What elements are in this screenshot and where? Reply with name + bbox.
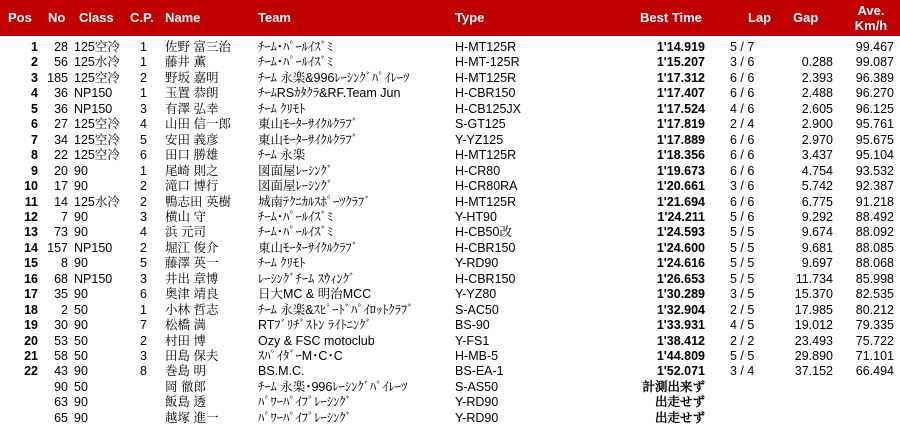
gap-cell: 2.488 [801,86,833,101]
type-cell: Y-RD90 [455,410,499,425]
no-cell: 35 [54,287,68,302]
name-cell: 横山 守 [165,209,206,224]
name-cell: 鴨志田 英樹 [165,194,231,209]
best-time-cell: 1'24.593 [656,225,705,240]
name-cell: 山田 信一郎 [165,117,231,132]
gap-cell: 37.152 [794,364,833,379]
ave-speed-cell: 75.722 [855,333,894,348]
cp-cell: 2 [140,194,147,209]
gap-cell: 9.697 [801,256,833,271]
lap-cell: 4 / 5 [730,318,755,333]
pos-cell: 13 [24,225,38,240]
class-cell: 125空冷 [74,40,120,54]
table-row [0,394,900,410]
no-cell: 36 [54,101,68,116]
pos-cell: 16 [24,271,38,286]
cp-cell: 2 [140,70,147,85]
class-cell: 50 [74,302,88,317]
best-time-cell: 1'18.356 [656,148,705,163]
gap-cell: 9.681 [801,240,833,255]
class-cell: 125水冷 [74,194,120,209]
team-cell: ﾊﾟﾜｰﾊﾟｲﾌﾟﾚｰｼﾝｸﾞ [258,410,352,425]
best-time-cell: 出走せず [654,410,705,425]
type-cell: H-MT125R [455,194,517,209]
type-cell: BS-90 [455,318,490,333]
table-row [0,333,900,349]
no-cell: 17 [54,179,68,194]
gap-cell: 17.985 [794,302,833,317]
gap-cell: 9.292 [801,209,833,224]
class-cell: 90 [74,364,88,379]
pos-cell: 19 [24,318,38,333]
class-cell: 90 [74,163,88,178]
gap-cell: 19.012 [794,318,833,333]
ave-speed-cell: 88.085 [855,240,894,255]
best-time-cell: 1'30.289 [656,287,705,302]
pos-cell: 5 [31,101,38,116]
cp-cell: 3 [140,349,147,363]
team-cell: ﾁｰﾑ 永楽･996ﾚｰｼﾝｸﾞﾊﾟｲﾚｰﾂ [258,379,408,394]
name-cell: 岡 徹郎 [165,379,206,394]
name-cell: 浜 元司 [165,225,206,240]
header-ave-line1: Ave. [857,3,885,18]
team-cell: ﾁｰﾑ･ﾊﾟｰﾙｲｽﾞﾐ [258,209,334,224]
class-cell: 90 [74,209,88,224]
pos-cell: 18 [24,302,38,317]
type-cell: Y-HT90 [455,209,497,224]
table-row [0,379,900,395]
best-time-cell: 1'17.407 [656,86,705,101]
cp-cell: 7 [140,318,147,333]
team-cell: ﾁｰﾑ 永楽&ｽﾋﾟｰﾄﾞﾊﾟｲﾛｯﾄｸﾗﾌﾞ [258,302,414,317]
table-row [0,163,900,179]
class-cell: 125空冷 [74,148,120,163]
lap-cell: 3 / 4 [730,364,755,379]
best-time-cell: 1'21.694 [656,194,705,209]
lap-cell: 3 / 5 [730,287,755,302]
team-cell: 図面屋ﾚｰｼﾝｸﾞ [258,163,334,178]
pos-cell: 21 [24,349,38,363]
best-time-cell: 1'20.661 [656,179,705,194]
table-row [0,101,900,117]
header-type: Type [455,10,485,25]
ave-speed-cell: 96.270 [855,86,894,101]
no-cell: 20 [54,163,68,178]
name-cell: 飯島 透 [165,395,206,410]
name-cell: 田口 勝雄 [165,148,219,163]
type-cell: Y-FS1 [455,333,490,348]
no-cell: 73 [54,225,68,240]
header-name: Name [165,10,201,25]
name-cell: 堀江 俊介 [165,240,219,255]
type-cell: H-CR80RA [455,179,518,194]
cp-cell: 1 [140,163,147,178]
header-gap: Gap [793,10,819,25]
lap-cell: 5 / 5 [730,271,755,286]
lap-cell: 5 / 5 [730,349,755,363]
type-cell: H-CB125JX [455,101,521,116]
name-cell: 佐野 富三治 [165,40,231,54]
header-no: No [48,10,66,25]
pos-cell: 2 [31,55,38,70]
best-time-cell: 1'32.904 [656,302,705,317]
class-cell: 125空冷 [74,70,120,85]
gap-cell: 6.775 [801,194,833,209]
no-cell: 58 [54,349,68,363]
pos-cell: 3 [31,70,38,85]
table-row [0,178,900,194]
gap-cell: 3.437 [801,148,833,163]
no-cell: 157 [47,240,68,255]
team-cell: RTﾌﾞﾘﾁﾞｽﾄﾝ ﾗｲﾄﾆﾝｸﾞ [258,318,372,333]
team-cell: ｽﾊﾟｲﾀﾞｰM･C･C [258,349,343,363]
name-cell: 有澤 弘幸 [165,101,219,116]
name-cell: 村田 博 [165,333,206,348]
class-cell: 125空冷 [74,117,120,132]
best-time-cell: 1'17.889 [656,132,705,147]
name-cell: 玉置 恭朗 [165,86,219,101]
best-time-cell: 1'33.931 [656,318,705,333]
best-time-cell: 1'24.600 [656,240,705,255]
type-cell: H-CBR150 [455,271,516,286]
lap-cell: 6 / 6 [730,194,755,209]
lap-cell: 6 / 6 [730,86,755,101]
team-cell: 図面屋ﾚｰｼﾝｸﾞ [258,179,334,194]
no-cell: 185 [47,70,68,85]
best-time-cell: 1'19.673 [656,163,705,178]
gap-cell: 9.674 [801,225,833,240]
table-row [0,317,900,333]
ave-speed-cell: 99.467 [855,40,894,54]
no-cell: 36 [54,86,68,101]
class-cell: NP150 [74,271,113,286]
lap-cell: 6 / 6 [730,148,755,163]
name-cell: 井出 章博 [165,271,219,286]
type-cell: Y-YZ80 [455,287,497,302]
lap-cell: 6 / 6 [730,132,755,147]
pos-cell: 7 [31,132,38,147]
best-time-cell: 1'14.919 [656,40,705,54]
team-cell: 日大MC & 明治MCC [258,287,372,302]
header-ave-line2: Km/h [854,18,888,33]
pos-cell: 17 [24,287,38,302]
name-cell: 滝口 博行 [165,179,219,194]
pos-cell: 11 [24,194,38,209]
pos-cell: 4 [31,86,38,101]
name-cell: 藤井 薫 [165,55,206,70]
ave-speed-cell: 92.387 [855,179,894,194]
team-cell: BS.M.C. [258,364,305,379]
table-row [0,286,900,302]
type-cell: S-AS50 [455,379,499,394]
type-cell: S-GT125 [455,117,506,132]
ave-speed-cell: 95.761 [855,117,894,132]
gap-cell: 2.393 [801,70,833,85]
no-cell: 63 [54,395,68,410]
ave-speed-cell: 79.335 [855,318,894,333]
type-cell: H-CB50改 [455,225,512,240]
table-row [0,363,900,379]
team-cell: 東山ﾓｰﾀｰｻｲｸﾙｸﾗﾌﾞ [258,117,359,132]
ave-speed-cell: 88.092 [855,225,894,240]
gap-cell: 2.605 [801,101,833,116]
no-cell: 34 [54,132,68,147]
type-cell: Y-RD90 [455,256,499,271]
lap-cell: 4 / 6 [730,101,755,116]
cp-cell: 1 [140,55,147,70]
type-cell: H-MT-125R [455,55,520,70]
pos-cell: 8 [31,148,38,163]
no-cell: 8 [61,256,68,271]
best-time-cell: 1'52.071 [656,364,705,379]
ave-speed-cell: 95.675 [855,132,894,147]
type-cell: H-CBR150 [455,240,516,255]
pos-cell: 14 [24,240,38,255]
header-pos: Pos [8,10,32,25]
team-cell: ﾁｰﾑRSｶﾀｸﾗ&RF.Team Jun [258,86,401,101]
lap-cell: 6 / 6 [730,163,755,178]
gap-cell: 2.970 [801,132,833,147]
header-lap: Lap [748,10,772,25]
best-time-cell: 出走せず [654,395,705,410]
no-cell: 28 [54,40,68,54]
best-time-cell: 1'26.653 [656,271,705,286]
no-cell: 2 [61,302,68,317]
pos-cell: 15 [24,256,38,271]
class-cell: 90 [74,318,88,333]
cp-cell: 3 [140,101,147,116]
ave-speed-cell: 80.212 [855,302,894,317]
name-cell: 松橋 満 [165,318,206,333]
class-cell: 50 [74,349,88,363]
ave-speed-cell: 88.492 [855,209,894,224]
team-cell: ﾁｰﾑ･ﾊﾟｰﾙｲｽﾞﾐ [258,225,334,240]
class-cell: NP150 [74,101,113,116]
class-cell: 90 [74,287,88,302]
best-time-cell: 1'17.819 [656,117,705,132]
class-cell: 125空冷 [74,132,120,147]
table-row [0,132,900,148]
lap-cell: 3 / 6 [730,55,755,70]
table-row [0,54,900,70]
class-cell: 90 [74,256,88,271]
cp-cell: 1 [140,40,147,54]
ave-speed-cell: 99.087 [855,55,894,70]
lap-cell: 5 / 5 [730,225,755,240]
type-cell: BS-EA-1 [455,364,504,379]
no-cell: 43 [54,364,68,379]
best-time-cell: 1'24.616 [656,256,705,271]
table-header [0,0,900,36]
gap-cell: 23.493 [794,333,833,348]
gap-cell: 2.900 [801,117,833,132]
cp-cell: 3 [140,271,147,286]
cp-cell: 1 [140,86,147,101]
ave-speed-cell: 96.389 [855,70,894,85]
team-cell: ﾁｰﾑ 永楽 [258,148,306,163]
cp-cell: 4 [140,225,147,240]
name-cell: 野坂 嘉明 [165,70,219,85]
gap-cell: 15.370 [794,287,833,302]
pos-cell: 22 [24,364,38,379]
header-best-time: Best Time [640,10,702,25]
class-cell: 90 [74,410,88,425]
cp-cell: 5 [140,256,147,271]
table-row [0,85,900,101]
best-time-cell: 1'44.809 [656,349,705,363]
pos-cell: 9 [31,163,38,178]
team-cell: ﾊﾟﾜｰﾊﾟｲﾌﾟﾚｰｼﾝｸﾞ [258,395,352,410]
name-cell: 田島 保夫 [165,349,219,363]
pos-cell: 12 [24,209,38,224]
no-cell: 90 [54,379,68,394]
type-cell: Y-RD90 [455,395,499,410]
class-cell: NP150 [74,240,113,255]
no-cell: 56 [54,55,68,70]
type-cell: Y-YZ125 [455,132,504,147]
table-row [0,302,900,318]
type-cell: S-AC50 [455,302,499,317]
ave-speed-cell: 85.998 [855,271,894,286]
lap-cell: 5 / 5 [730,256,755,271]
name-cell: 小林 哲志 [165,302,219,317]
name-cell: 奥津 靖良 [165,287,219,302]
header-class: Class [79,10,114,25]
table-row [0,194,900,210]
table-row [0,209,900,225]
ave-speed-cell: 93.532 [855,163,894,178]
best-time-cell: 1'38.412 [656,333,705,348]
gap-cell: 5.742 [801,179,833,194]
ave-speed-cell: 91.218 [855,194,894,209]
best-time-cell: 1'17.312 [656,70,705,85]
type-cell: H-MT125R [455,148,517,163]
best-time-cell: 1'15.207 [656,55,705,70]
cp-cell: 2 [140,333,147,348]
name-cell: 藤澤 英一 [165,256,219,271]
class-cell: 90 [74,179,88,194]
team-cell: ﾁｰﾑ ｸﾘﾓﾄ [258,101,306,116]
type-cell: H-CBR150 [455,86,516,101]
team-cell: ﾁｰﾑ 永楽&996ﾚｰｼﾝｸﾞﾊﾟｲﾚｰﾂ [258,70,410,85]
name-cell: 越塚 進一 [165,410,219,425]
class-cell: 125水冷 [74,55,120,70]
team-cell: ﾁｰﾑ ｸﾘﾓﾄ [258,256,306,271]
ave-speed-cell: 71.101 [855,349,894,363]
table-row [0,271,900,287]
pos-cell: 20 [24,333,38,348]
table-row [0,147,900,163]
lap-cell: 2 / 4 [730,117,755,132]
type-cell: H-MT125R [455,70,517,85]
pos-cell: 6 [31,117,38,132]
ave-speed-cell: 96.125 [855,101,894,116]
table-row [0,255,900,271]
no-cell: 14 [54,194,68,209]
cp-cell: 2 [140,240,147,255]
type-cell: H-MB-5 [455,349,499,363]
table-row [0,348,900,364]
best-time-cell: 計測出来ず [642,379,705,394]
cp-cell: 1 [140,302,147,317]
no-cell: 65 [54,410,68,425]
gap-cell: 4.754 [801,163,833,178]
best-time-cell: 1'17.524 [656,101,705,116]
table-row [0,39,900,55]
cp-cell: 2 [140,179,147,194]
best-time-cell: 1'24.211 [657,209,705,224]
lap-cell: 5 / 6 [730,209,755,224]
cp-cell: 3 [140,209,147,224]
no-cell: 68 [54,271,68,286]
class-cell: 50 [74,333,88,348]
team-cell: Ozy & FSC motoclub [258,333,375,348]
pos-cell: 10 [24,179,38,194]
class-cell: NP150 [74,86,113,101]
gap-cell: 11.734 [795,271,833,286]
team-cell: 城南ﾃｸﾆｶﾙｽﾎﾟｰﾂｸﾗﾌﾞ [258,194,371,209]
table-row [0,410,900,426]
team-cell: ﾁｰﾑ･ﾊﾟｰﾙｲｽﾞﾐ [258,40,334,54]
header-ave [846,3,896,33]
no-cell: 30 [54,318,68,333]
ave-speed-cell: 66.494 [855,364,894,379]
ave-speed-cell: 82.535 [855,287,894,302]
cp-cell: 4 [140,117,147,132]
type-cell: H-CR80 [455,163,501,178]
no-cell: 53 [54,333,68,348]
class-cell: 90 [74,395,88,410]
name-cell: 尾崎 則之 [165,163,219,178]
table-row [0,70,900,86]
gap-cell: 0.288 [801,55,833,70]
no-cell: 7 [61,209,68,224]
lap-cell: 6 / 6 [730,70,755,85]
lap-cell: 5 / 5 [730,240,755,255]
header-cp: C.P. [130,10,154,25]
table-row [0,116,900,132]
no-cell: 22 [54,148,68,163]
no-cell: 27 [54,117,68,132]
header-team: Team [258,10,291,25]
team-cell: 東山ﾓｰﾀｰｻｲｸﾙｸﾗﾌﾞ [258,240,359,255]
cp-cell: 6 [140,148,147,163]
cp-cell: 5 [140,132,147,147]
type-cell: H-MT125R [455,40,517,54]
team-cell: ﾁｰﾑ･ﾊﾟｰﾙｲｽﾞﾐ [258,55,334,70]
class-cell: 50 [74,379,88,394]
lap-cell: 5 / 7 [730,40,755,54]
lap-cell: 3 / 6 [730,179,755,194]
name-cell: 巻島 明 [165,364,206,379]
team-cell: 東山ﾓｰﾀｰｻｲｸﾙｸﾗﾌﾞ [258,132,359,147]
cp-cell: 6 [140,287,147,302]
ave-speed-cell: 88.068 [855,256,894,271]
table-row [0,224,900,240]
gap-cell: 29.890 [794,349,833,363]
name-cell: 安田 義彦 [165,132,219,147]
cp-cell: 8 [140,364,147,379]
lap-cell: 2 / 5 [730,302,755,317]
ave-speed-cell: 95.104 [855,148,894,163]
table-row [0,240,900,256]
lap-cell: 2 / 2 [730,333,755,348]
team-cell: ﾚｰｼﾝｸﾞﾁｰﾑ ｽｳｨﾝｸﾞ [258,271,356,286]
class-cell: 90 [74,225,88,240]
pos-cell: 1 [31,40,38,54]
